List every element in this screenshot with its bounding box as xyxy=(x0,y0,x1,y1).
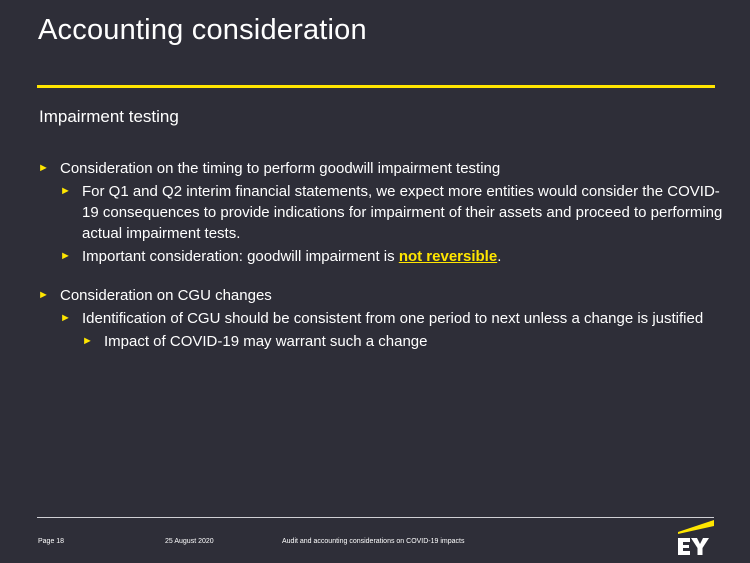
slide-subtitle: Impairment testing xyxy=(39,107,179,126)
bullet-text: Consideration on CGU changes xyxy=(60,287,272,304)
bullet-arrow-icon: ► xyxy=(38,162,49,174)
bullet-text: For Q1 and Q2 interim financial statements, we expect more entities would consider the COVID-19 consequences to provide indications for impairment of their assets and proceed to performing actual impairment tests. xyxy=(82,183,723,242)
bullet-text: Impact of COVID-19 may warrant such a change xyxy=(104,333,428,350)
bullet-level2 xyxy=(38,181,728,244)
footer-divider xyxy=(37,517,714,518)
footer-description: Audit and accounting considerations on COVID-19 impacts xyxy=(282,538,465,545)
bullet-level3 xyxy=(38,331,728,352)
bullet-text-prefix: Important consideration: goodwill impairment is xyxy=(82,248,399,265)
bullet-level1 xyxy=(38,158,728,179)
bullet-arrow-icon: ► xyxy=(60,312,71,324)
title-underline xyxy=(37,85,715,88)
bullet-text-suffix: . xyxy=(497,248,502,265)
footer-date: 25 August 2020 xyxy=(165,538,214,545)
footer-page-number: Page 18 xyxy=(38,538,65,545)
bullet-level1 xyxy=(38,285,728,306)
highlight-not-reversible: not reversible xyxy=(398,248,498,265)
slide-title: Accounting consideration xyxy=(38,14,367,46)
bullet-list xyxy=(38,158,728,352)
bullet-arrow-icon: ► xyxy=(60,250,71,262)
bullet-level2 xyxy=(38,308,728,329)
bullet-arrow-icon: ► xyxy=(38,289,49,301)
bullet-text xyxy=(82,246,728,267)
bullet-text: Consideration on the timing to perform goodwill impairment testing xyxy=(60,160,501,177)
bullet-arrow-icon: ► xyxy=(60,185,71,197)
bullet-text: Identification of CGU should be consistent from one period to next unless a change is justified xyxy=(82,310,704,327)
ey-logo-icon xyxy=(676,518,716,556)
bullet-arrow-icon: ► xyxy=(82,335,93,347)
bullet-level2 xyxy=(38,246,728,267)
